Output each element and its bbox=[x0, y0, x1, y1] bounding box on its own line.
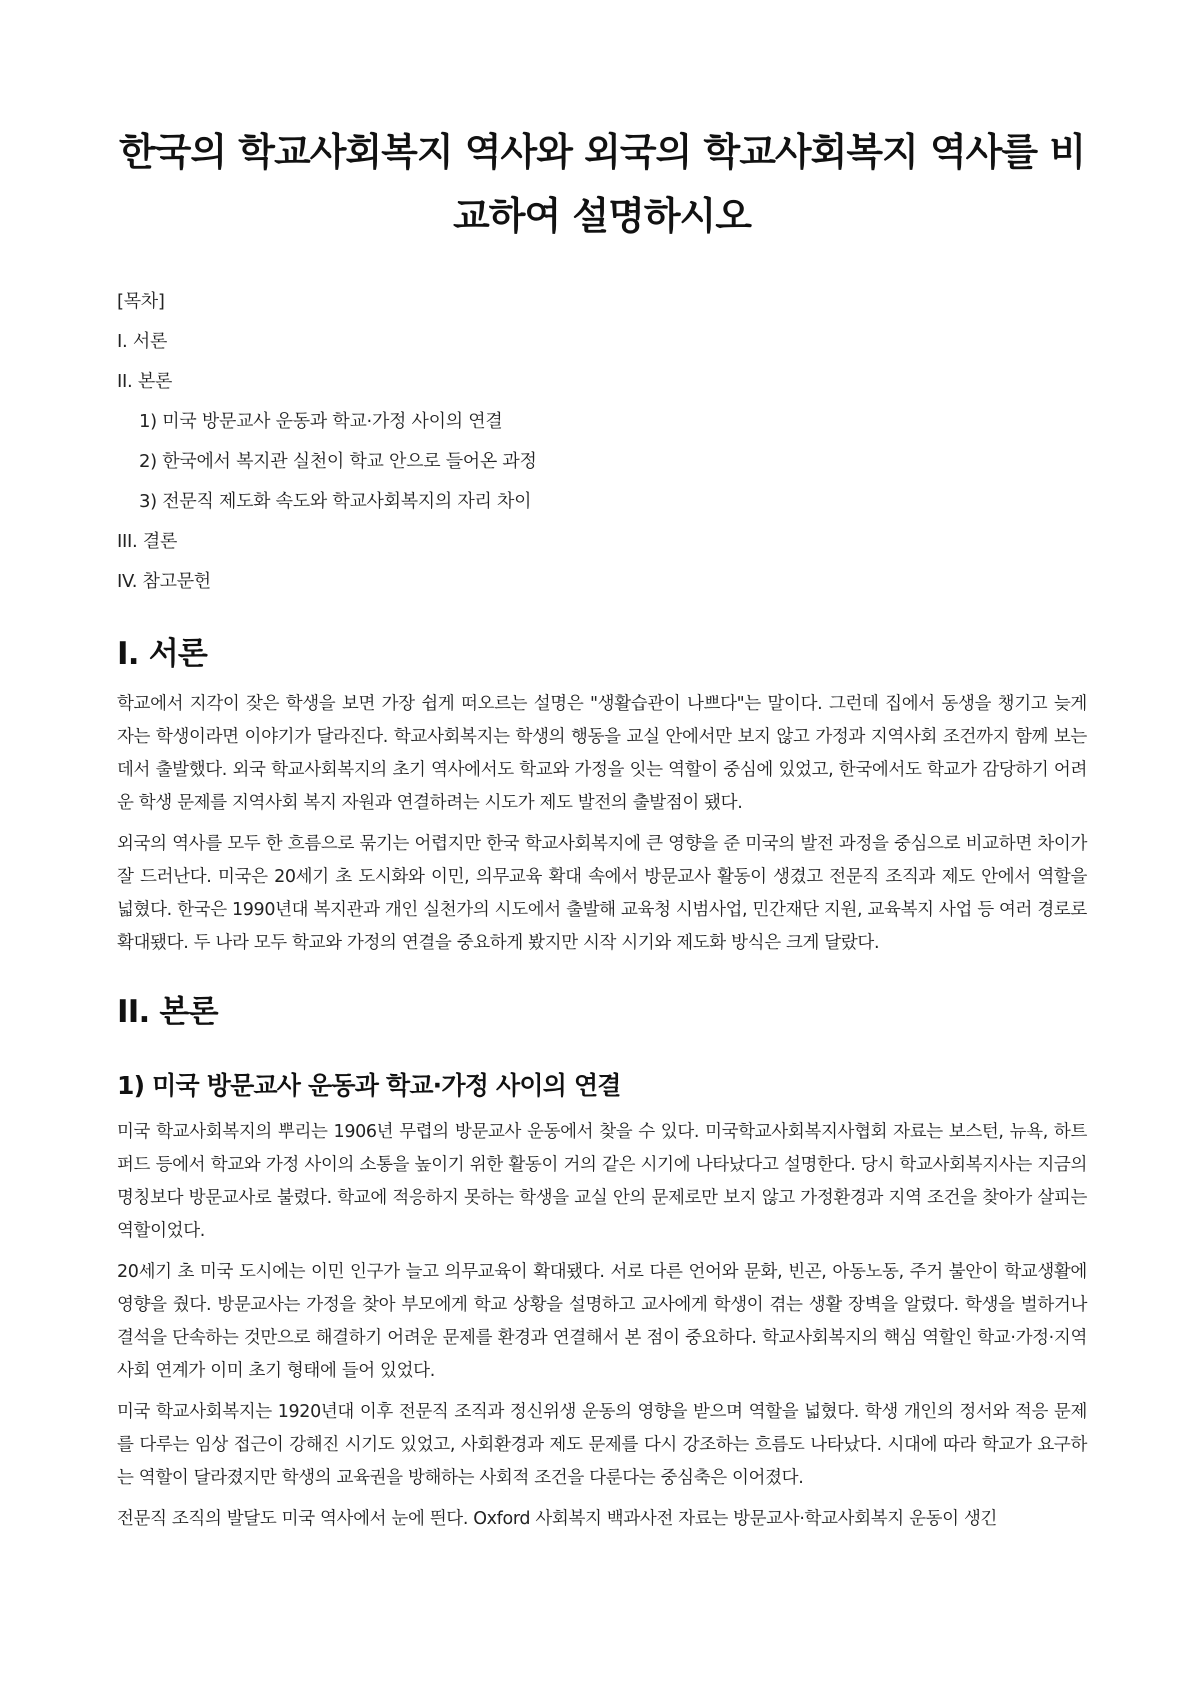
heading-spacer bbox=[117, 1046, 1087, 1066]
body-heading: II. 본론 bbox=[117, 994, 218, 1030]
toc-subitem: 3) 전문직 제도화 속도와 학교사회복지의 자리 차이 bbox=[139, 491, 532, 512]
intro-heading: I. 서론 bbox=[117, 636, 207, 672]
body-paragraph: 미국 학교사회복지는 1920년대 이후 전문직 조직과 정신위생 운동의 영향을 받으며 역할을 넓혔다. 학생 개인의 정서와 적응 문제를 다루는 임상 접근이 강해진 시기도 있었고, 사회환경과 제도 문제를 다시 강조하는 흐름도 나타났다. 시대에 따라 학교가 요구하는 역할이 달라졌지만 학생의 교육권을 방해하는 사회적 조건을 다룬다는 중심축은 이어졌다. bbox=[117, 1402, 1087, 1488]
body-section bbox=[117, 990, 1087, 1536]
intro-paragraph: 외국의 역사를 모두 한 흐름으로 묶기는 어렵지만 한국 학교사회복지에 큰 영향을 준 미국의 발전 과정을 중심으로 비교하면 차이가 잘 드러난다. 미국은 20세기 초 도시화와 이민, 의무교육 확대 속에서 방문교사 활동이 생겼고 전문직 조직과 제도 안에서 역할을 넓혔다. 한국은 1990년대 복지관과 개인 실천가의 시도에서 출발해 교육청 시범사업, 민간재단 지원, 교육복지 사업 등 여러 경로로 확대됐다. 두 나라 모두 학교와 가정의 연결을 중요하게 봤지만 시작 시기와 제도화 방식은 크게 달랐다. bbox=[117, 834, 1087, 953]
toc-item: II. 본론 bbox=[117, 371, 173, 392]
toc-item: III. 결론 bbox=[117, 531, 178, 552]
body-paragraph: 20세기 초 미국 도시에는 이민 인구가 늘고 의무교육이 확대됐다. 서로 다른 언어와 문화, 빈곤, 아동노동, 주거 불안이 학교생활에 영향을 줬다. 방문교사는 가정을 찾아 부모에게 학교 상황을 설명하고 교사에게 학생이 겪는 생활 장벽을 알렸다. 학생을 벌하거나 결석을 단속하는 것만으로 해결하기 어려운 문제를 환경과 연결해서 본 점이 중요하다. 학교사회복지의 핵심 역할인 학교·가정·지역사회 연계가 이미 초기 형태에 들어 있었다. bbox=[117, 1262, 1087, 1381]
body-paragraph: 미국 학교사회복지의 뿌리는 1906년 무렵의 방문교사 운동에서 찾을 수 있다. 미국학교사회복지사협회 자료는 보스턴, 뉴욕, 하트퍼드 등에서 학교와 가정 사이의 소통을 높이기 위한 활동이 거의 같은 시기에 나타났다고 설명한다. 당시 학교사회복지사는 지금의 명칭보다 방문교사로 불렸다. 학교에 적응하지 못하는 학생을 교실 안의 문제로만 보지 않고 가정환경과 지역 조건을 찾아가 살피는 역할이었다. bbox=[117, 1122, 1087, 1241]
toc-item: IV. 참고문헌 bbox=[117, 571, 211, 592]
section-spacer bbox=[117, 968, 1087, 990]
toc-item: I. 서론 bbox=[117, 331, 168, 352]
subsection-heading: 1) 미국 방문교사 운동과 학교·가정 사이의 연결 bbox=[117, 1071, 621, 1100]
table-of-contents bbox=[117, 282, 1087, 602]
toc-label: [목차] bbox=[117, 291, 165, 312]
toc-subitem: 2) 한국에서 복지관 실천이 학교 안으로 들어온 과정 bbox=[139, 451, 537, 472]
intro-section bbox=[117, 632, 1087, 960]
intro-paragraph: 학교에서 지각이 잦은 학생을 보면 가장 쉽게 떠오르는 설명은 "생활습관이 나쁘다"는 말이다. 그런데 집에서 동생을 챙기고 늦게 자는 학생이라면 이야기가 달라진다. 학교사회복지는 학생의 행동을 교실 안에서만 보지 않고 가정과 지역사회 조건까지 함께 보는 데서 출발했다. 외국 학교사회복지의 초기 역사에서도 학교와 가정을 잇는 역할이 중심에 있었고, 한국에서도 학교가 감당하기 어려운 학생 문제를 지역사회 복지 자원과 연결하려는 시도가 제도 발전의 출발점이 됐다. bbox=[117, 694, 1087, 813]
body-paragraph: 전문직 조직의 발달도 미국 역사에서 눈에 띈다. Oxford 사회복지 백과사전 자료는 방문교사·학교사회복지 운동이 생긴 bbox=[117, 1509, 998, 1529]
document-title: 한국의 학교사회복지 역사와 외국의 학교사회복지 역사를 비교하여 설명하시오 bbox=[118, 130, 1086, 238]
toc-subitem: 1) 미국 방문교사 운동과 학교·가정 사이의 연결 bbox=[139, 411, 503, 432]
